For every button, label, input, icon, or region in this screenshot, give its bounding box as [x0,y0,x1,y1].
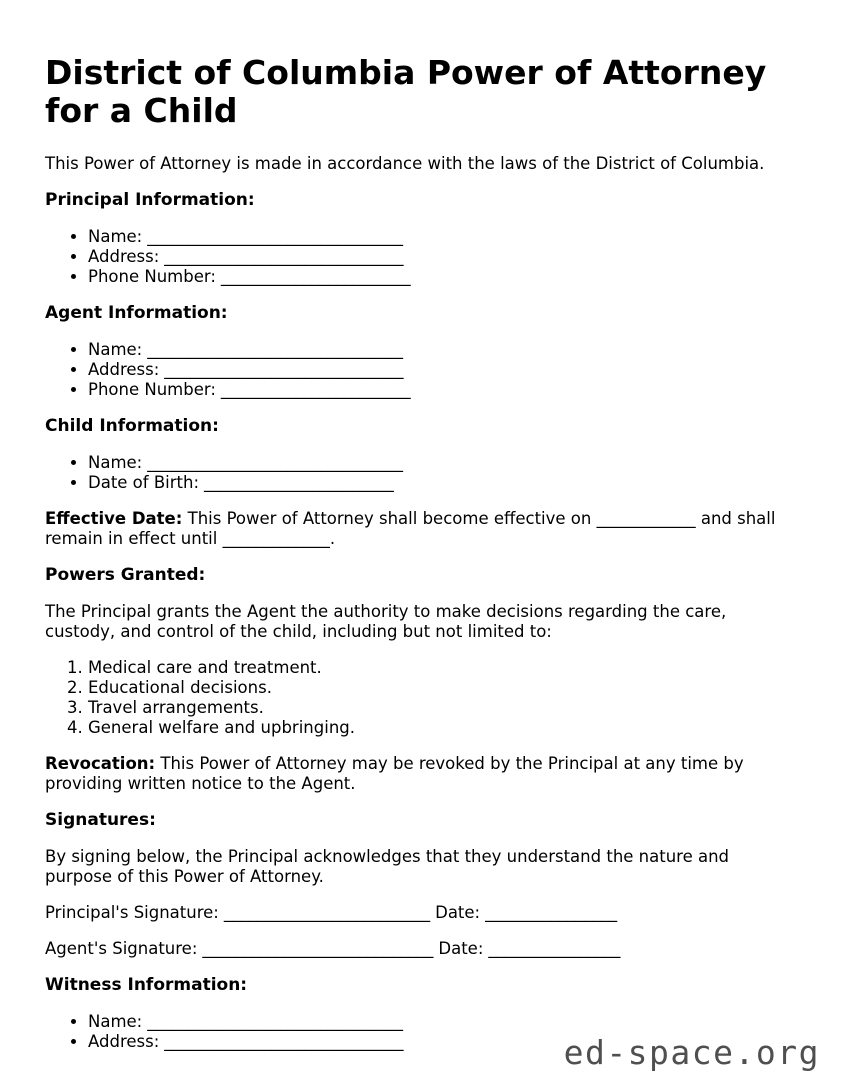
agent-name-field [88,340,783,360]
fill-in-blank: _______________________ [204,473,394,492]
signatures-heading: Signatures: [45,810,156,830]
agent-address-field [88,360,783,380]
principal-signature-label: Principal's Signature: [45,903,219,922]
agent-signature-row [45,939,783,959]
fill-in-blank: _____________________________ [164,1032,404,1051]
powers-list [45,658,783,738]
child-field-list [45,453,783,493]
field-label: Phone Number: [88,380,216,399]
principal-signature-row [45,903,783,923]
document-title: District of Columbia Power of Attorney for a Child [45,53,767,130]
date-label: Date: [438,939,484,958]
agent-field-list [45,340,783,400]
field-label: Address: [88,1032,160,1051]
field-label: Phone Number: [88,267,216,286]
effective-date-paragraph [45,509,783,549]
date-label: Date: [435,903,481,922]
fill-in-blank: _____________________________ [164,360,404,379]
fill-in-blank: _______________________________ [147,1012,403,1031]
fill-in-blank: _____________________________ [164,247,404,266]
revocation-label: Revocation: [45,754,156,773]
principal-phone-field [88,267,783,287]
agent-phone-field [88,380,783,400]
date-blank: ________________ [485,903,618,922]
agent-information-heading: Agent Information: [45,303,228,323]
revocation-paragraph [45,754,783,794]
witness-information-heading: Witness Information: [45,975,248,995]
powers-item-travel: 3. Travel arrangements. [88,698,783,718]
revocation-text: This Power of Attorney may be revoked by the Principal at any time by providing written notice to the Agent. [45,754,744,793]
principal-field-list [45,227,783,287]
powers-item-educational: 2. Educational decisions. [88,678,783,698]
date-blank: ________________ [488,939,621,958]
fill-in-blank: _______________________ [220,267,411,286]
child-information-heading: Child Information: [45,416,219,436]
effective-date-label: Effective Date: [45,509,183,528]
fill-in-blank: _______________________________ [147,453,403,472]
field-label: Name: [88,1012,143,1031]
principal-address-field [88,247,783,267]
field-label: Address: [88,247,160,266]
intro-paragraph: This Power of Attorney is made in accordance with the laws of the District of Columbia. [45,154,765,173]
effective-date-text: This Power of Attorney shall become effective on ____________ and shall remain in effect until _____________. [45,509,776,548]
agent-signature-label: Agent's Signature: [45,939,198,958]
signature-blank: _________________________ [223,903,431,922]
powers-item-welfare: 4. General welfare and upbringing. [88,718,783,738]
field-label: Name: [88,227,143,246]
powers-intro-paragraph: The Principal grants the Agent the authority to make decisions regarding the care, custody, and control of the child, including but not limited to: [45,602,727,641]
fill-in-blank: _______________________________ [147,340,403,359]
witness-name-field [88,1012,783,1032]
field-label: Name: [88,453,143,472]
child-dob-field [88,473,783,493]
signature-blank: ____________________________ [202,939,434,958]
powers-granted-heading: Powers Granted: [45,565,206,585]
fill-in-blank: _______________________________ [147,227,403,246]
field-label: Date of Birth: [88,473,200,492]
field-label: Name: [88,340,143,359]
child-name-field [88,453,783,473]
powers-item-medical: 1. Medical care and treatment. [88,658,783,678]
fill-in-blank: _______________________ [220,380,411,399]
watermark-ed-space: ed-space.org [563,1033,820,1072]
principal-name-field [88,227,783,247]
signatures-intro-paragraph: By signing below, the Principal acknowledges that they understand the nature and purpose of this Power of Attorney. [45,847,730,886]
principal-information-heading: Principal Information: [45,190,255,210]
field-label: Address: [88,360,160,379]
